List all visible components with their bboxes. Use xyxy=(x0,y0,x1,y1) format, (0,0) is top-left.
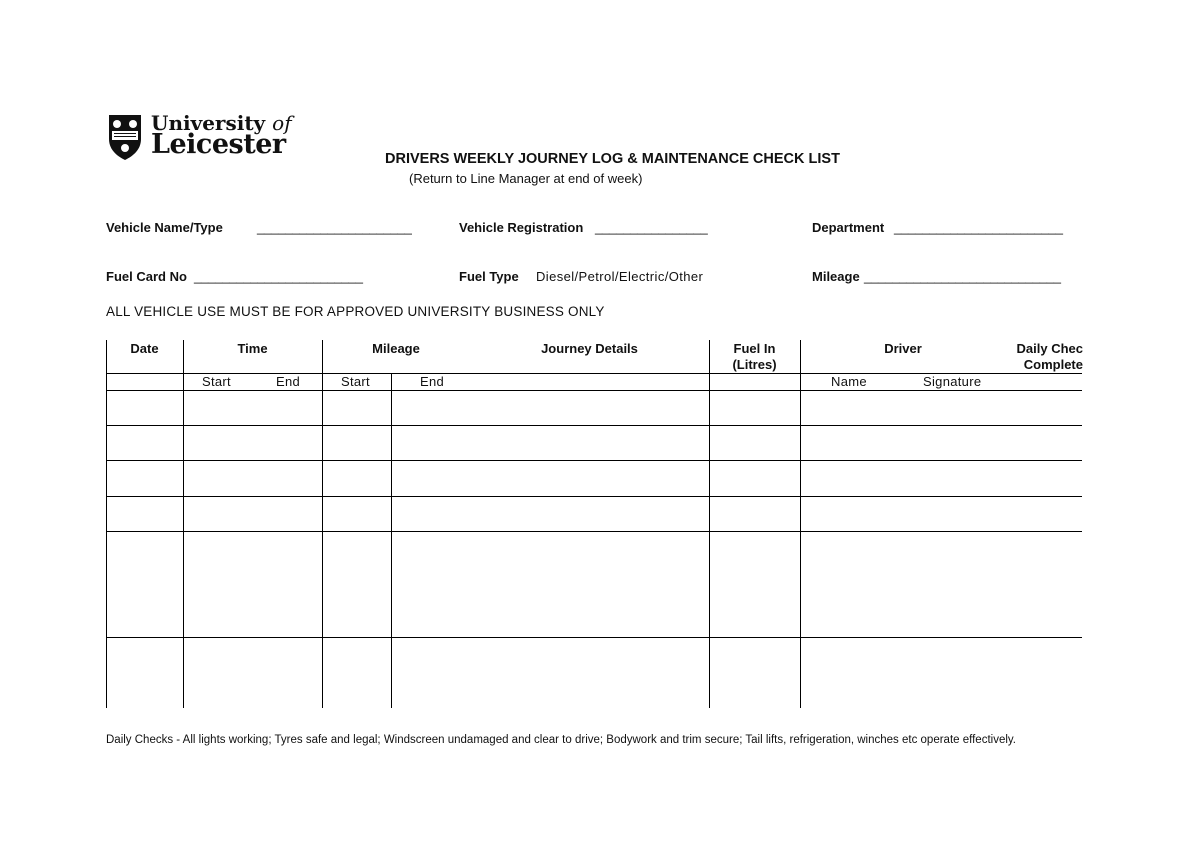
header-time: Time xyxy=(237,341,268,356)
vehicle-name-field[interactable]: ______________________ xyxy=(257,220,412,235)
header-driver: Driver xyxy=(884,341,922,356)
table-row[interactable] xyxy=(107,497,1082,531)
header-date: Date xyxy=(130,341,159,356)
approved-use-notice: ALL VEHICLE USE MUST BE FOR APPROVED UNIVERSITY BUSINESS ONLY xyxy=(106,304,605,319)
logo-text-leicester: Leicester xyxy=(151,129,286,160)
table-row[interactable] xyxy=(107,532,1082,637)
fuel-type-options[interactable]: Diesel/Petrol/Electric/Other xyxy=(536,269,704,284)
page-subtitle: (Return to Line Manager at end of week) xyxy=(409,171,643,186)
subheader-driver-name: Name xyxy=(831,374,867,389)
header-daily-check xyxy=(1000,341,1083,373)
fuel-type-label: Fuel Type xyxy=(459,269,519,284)
daily-checks-note: Daily Checks - All lights working; Tyres safe and legal; Windscreen undamaged and clear to drive; Bodywork and trim secure; Tail lifts, refrigeration, winches etc operate effectively. xyxy=(106,734,1016,746)
header-journey-details: Journey Details xyxy=(541,341,638,356)
mileage-field[interactable]: ____________________________ xyxy=(864,269,1061,284)
header-fuel-in-line1: Fuel In xyxy=(733,341,776,356)
department-field[interactable]: ________________________ xyxy=(894,220,1063,235)
header-daily-check-line1: Daily Chec xyxy=(1016,341,1083,356)
subheader-mileage-start: Start xyxy=(341,374,370,389)
fuel-card-label: Fuel Card No xyxy=(106,269,187,284)
table-row[interactable] xyxy=(107,391,1082,425)
crest-icon xyxy=(107,113,143,161)
subheader-mileage-end: End xyxy=(420,374,445,389)
header-daily-check-line2: Complete xyxy=(1023,357,1083,372)
subheader-time-end: End xyxy=(276,374,301,389)
table-row[interactable] xyxy=(107,461,1082,496)
mileage-label: Mileage xyxy=(812,269,860,284)
page-title: DRIVERS WEEKLY JOURNEY LOG & MAINTENANCE CHECK LIST xyxy=(385,151,840,167)
subheader-time-start: Start xyxy=(202,374,231,389)
table-row[interactable] xyxy=(107,638,1082,708)
fuel-card-field[interactable]: ________________________ xyxy=(194,269,363,284)
table-row[interactable] xyxy=(107,426,1082,460)
vehicle-name-label: Vehicle Name/Type xyxy=(106,220,223,235)
logo-text-university: University of xyxy=(151,111,292,135)
header-fuel-in-line2: (Litres) xyxy=(732,357,777,372)
vehicle-registration-field[interactable]: ________________ xyxy=(595,220,708,235)
university-logo xyxy=(107,113,317,168)
header-mileage: Mileage xyxy=(372,341,420,356)
header-fuel-in xyxy=(709,341,800,373)
department-label: Department xyxy=(812,220,885,235)
vehicle-registration-label: Vehicle Registration xyxy=(459,220,584,235)
subheader-driver-signature: Signature xyxy=(923,374,982,389)
